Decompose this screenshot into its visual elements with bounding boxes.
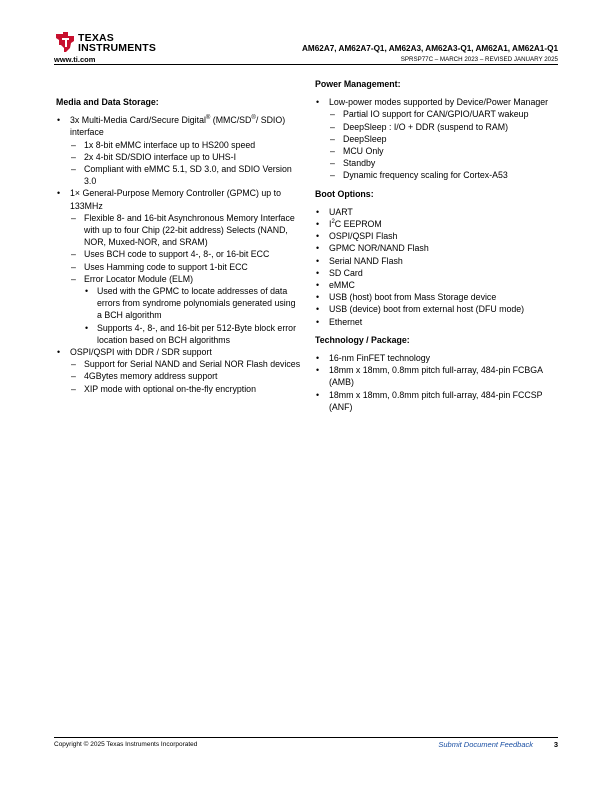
list-item: • UART (315, 206, 562, 218)
list-subitem: – MCU Only (329, 145, 562, 157)
list-subitem: – Uses Hamming code to support 1-bit ECC (70, 261, 302, 273)
submit-feedback-link[interactable]: Submit Document Feedback (438, 740, 533, 749)
i2c-prefix: I (329, 219, 332, 230)
boot-list (315, 206, 562, 328)
list-subitem: – Support for Serial NAND and Serial NOR Flash devices (70, 358, 302, 370)
list-item: • Ethernet (315, 316, 562, 328)
footer-divider (54, 737, 558, 738)
document-title: AM62A7, AM62A7-Q1, AM62A3, AM62A3-Q1, AM62A1, AM62A1-Q1 (301, 44, 558, 53)
section-title-power: Power Management: (315, 79, 401, 89)
power-sublist (329, 108, 562, 181)
list-subitem: – Dynamic frequency scaling for Cortex-A53 (329, 169, 562, 181)
technology-list (315, 352, 562, 413)
mmc-text-suffix: / SDIO) interface (70, 115, 286, 138)
list-item: • eMMC (315, 279, 562, 291)
list-item-ospi (56, 346, 302, 395)
list-item-lowpower (315, 96, 562, 181)
list-subitem: – DeepSleep (329, 133, 562, 145)
registered-mark: ® (205, 115, 211, 122)
section-title-technology: Technology / Package: (315, 334, 410, 345)
page-number: 3 (553, 740, 558, 749)
list-item: • USB (device) boot from external host (DFU mode) (315, 303, 562, 315)
mmc-sublist (70, 139, 302, 188)
elm-label: Error Locator Module (ELM) (84, 273, 194, 284)
header-divider (54, 64, 558, 65)
list-subitem: – DeepSleep : I/O + DDR (suspend to RAM) (329, 121, 562, 133)
list-subitem: – 4GBytes memory address support (70, 370, 302, 382)
elm-sublist (84, 285, 302, 346)
ospi-label: OSPI/QSPI with DDR / SDR support (70, 347, 212, 358)
list-item: • 18mm x 18mm, 0.8mm pitch full-array, 484-pin FCBGA (AMB) (315, 364, 562, 388)
mmc-text-middle: (MMC/SD (210, 115, 252, 126)
ti-logo-icon (54, 31, 76, 53)
left-column (56, 96, 302, 401)
list-item-i2c (315, 218, 562, 230)
list-subitem: – 2x 4-bit SD/SDIO interface up to UHS-I (70, 151, 302, 163)
list-subitem: – 1x 8-bit eMMC interface up to HS200 speed (70, 139, 302, 151)
document-revision: SPRSP77C – MARCH 2023 – REVISED JANUARY 2025 (400, 56, 558, 63)
lowpower-label: Low-power modes supported by Device/Power Manager (329, 97, 549, 108)
list-subitem: – Flexible 8- and 16-bit Asynchronous Memory Interface with up to four Chip (22-bit address) Selects (NAND, NOR, Muxed-NOR, and SRAM) (70, 212, 302, 249)
list-item: • OSPI/QSPI Flash (315, 230, 562, 242)
ospi-sublist (70, 358, 302, 395)
mmc-text-prefix: 3x Multi-Media Card/Secure Digital (70, 115, 206, 126)
gpmc-sublist (70, 212, 302, 346)
website-link[interactable]: www.ti.com (54, 55, 96, 64)
i2c-suffix: C EEPROM (334, 219, 382, 230)
i2c-superscript: 2 (331, 219, 335, 226)
section-title-boot: Boot Options: (315, 188, 374, 199)
list-subitem: – XIP mode with optional on-the-fly encryption (70, 383, 302, 395)
list-item: • GPMC NOR/NAND Flash (315, 242, 562, 254)
power-list (315, 96, 562, 181)
list-subitem: – Compliant with eMMC 5.1, SD 3.0, and SDIO Version 3.0 (70, 163, 302, 187)
list-subitem: – Partial IO support for CAN/GPIO/UART wakeup (329, 108, 562, 120)
list-item: • SD Card (315, 267, 562, 279)
list-subsubitem: • Supports 4-, 8-, and 16-bit per 512-Byte block error location based on BCH algorithms (84, 322, 302, 346)
right-column (315, 78, 562, 419)
list-item: • 18mm x 18mm, 0.8mm pitch full-array, 484-pin FCCSP (ANF) (315, 389, 562, 413)
logo-text-line2: INSTRUMENTS (78, 42, 157, 54)
registered-mark: ® (251, 115, 256, 122)
section-title-media-storage: Media and Data Storage: (56, 97, 159, 107)
copyright-text: Copyright © 2025 Texas Instruments Incorporated (54, 741, 198, 748)
list-subitem-elm (70, 273, 302, 346)
gpmc-label: 1× General-Purpose Memory Controller (GPMC) up to 133MHz (70, 188, 281, 211)
list-item-mmc (56, 114, 302, 187)
list-item: • Serial NAND Flash (315, 255, 562, 267)
list-subitem: – Standby (329, 157, 562, 169)
list-item: • USB (host) boot from Mass Storage device (315, 291, 562, 303)
ti-logo (54, 31, 157, 54)
list-item: • 16-nm FinFET technology (315, 352, 562, 364)
list-subsubitem: • Used with the GPMC to locate addresses of data errors from syndrome polynomials generated using a BCH algorithm (84, 285, 302, 322)
logo-text-line1: TEXAS (78, 32, 115, 44)
list-item-gpmc (56, 187, 302, 346)
media-storage-list (56, 114, 302, 395)
list-subitem: – Uses BCH code to support 4-, 8-, or 16-bit ECC (70, 248, 302, 260)
